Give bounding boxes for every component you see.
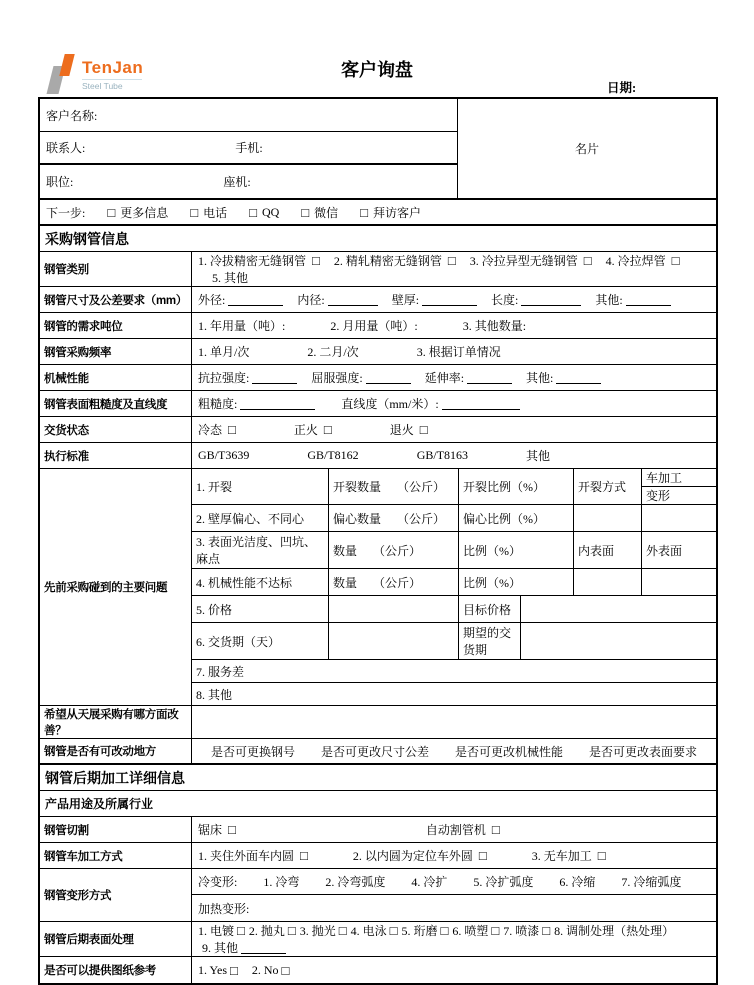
standard-items <box>192 443 716 468</box>
length-field: 长度: <box>491 291 581 308</box>
roughness-row <box>40 391 716 417</box>
blank-line[interactable] <box>521 293 581 306</box>
other-quantity-item: 3. 其他数量: <box>462 319 527 333</box>
target-price-cell: 目标价格 <box>458 596 520 622</box>
machining-label: 钢管车加工方式 <box>40 843 192 868</box>
blank-line[interactable] <box>422 293 477 306</box>
problem-qty-cell: 数量 （公斤） <box>328 532 458 568</box>
cutting-label: 钢管切割 <box>40 817 192 842</box>
empty-cell <box>641 505 716 531</box>
position-label: 职位: <box>46 175 74 189</box>
problem-ratio-cell: 比例（%） <box>458 532 573 568</box>
cold-expand-arc-item: 5. 冷扩弧度 <box>473 875 534 889</box>
changeable-items <box>192 739 716 763</box>
landline-label: 座机: <box>223 175 251 189</box>
polishing-option: 3. 抛光 □ <box>299 923 347 938</box>
fill-in-cell <box>520 623 716 659</box>
drawings-options <box>192 957 716 983</box>
shot-blasting-option: 2. 抛丸 □ <box>248 923 296 938</box>
customer-info-left <box>40 99 458 198</box>
cold-expand-item: 4. 冷扩 <box>411 875 448 889</box>
honing-option: 5. 珩磨 □ <box>401 923 449 938</box>
next-step-row <box>40 200 716 226</box>
inquiry-form-table <box>38 97 718 985</box>
tempering-item: 8. 调制处理（热处理） <box>554 924 675 938</box>
machined-sub-cell: 车加工 <box>642 469 716 487</box>
delivery-state-row <box>40 417 716 443</box>
problem-qty-cell: 数量 （公斤） <box>328 569 458 595</box>
checkbox-icon[interactable]: □ <box>190 204 199 220</box>
business-card-area <box>458 99 716 198</box>
plating-option: 1. 电镀 □ <box>198 923 245 938</box>
blank-line[interactable] <box>328 293 378 306</box>
checkbox-icon[interactable]: □ <box>491 923 500 938</box>
cold-shrink-arc-item: 7. 冷缩弧度 <box>621 875 682 889</box>
monthly-usage-item: 2. 月用量（吨）: <box>330 319 418 333</box>
tonnage-row <box>40 313 716 339</box>
checkbox-icon[interactable]: □ <box>228 822 236 837</box>
outer-diameter-field: 外径: <box>198 291 283 308</box>
mobile-label: 手机: <box>235 141 263 155</box>
previous-problems-rows <box>192 469 716 705</box>
surface-treatment-options <box>192 922 716 956</box>
cold-bend-item: 1. 冷弯 <box>263 875 300 889</box>
checkbox-icon[interactable]: □ <box>228 422 236 437</box>
deformation-content <box>192 869 716 921</box>
expected-delivery-cell: 期望的交货期 <box>458 623 520 659</box>
frequency-monthly: 1. 单月/次 <box>198 345 250 359</box>
checkbox-icon[interactable]: □ <box>419 422 428 437</box>
category-option-other: 5. 其他 <box>212 271 249 285</box>
customer-name-row <box>40 99 457 132</box>
problem-name-cell: 5. 价格 <box>196 602 233 617</box>
problem-name-cell: 4. 机械性能不达标 <box>196 575 293 590</box>
improvement-label: 希望从天展采购有哪方面改善？ <box>40 706 192 738</box>
fill-in-cell <box>520 596 716 622</box>
machining-options <box>192 843 716 868</box>
inner-surface-cell: 内表面 <box>573 532 641 568</box>
auto-cutter-option: 自动割管机 □ <box>425 822 500 837</box>
pipe-size-row <box>40 287 716 313</box>
checkbox-icon[interactable]: □ <box>542 923 551 938</box>
blank-line[interactable] <box>556 371 601 384</box>
roughness-field: 粗糙度: <box>198 395 315 412</box>
inner-diameter-field: 内径: <box>297 291 377 308</box>
tonnage-label: 钢管的需求吨位 <box>40 313 192 338</box>
checkbox-icon[interactable]: □ <box>312 253 320 268</box>
surface-treatment-label: 钢管后期表面处理 <box>40 922 192 956</box>
checkbox-icon[interactable]: □ <box>323 422 332 437</box>
improvement-fill-area <box>192 706 716 738</box>
change-mechanical-item: 是否可更改机械性能 <box>454 744 563 759</box>
business-card-label: 名片 <box>574 142 599 156</box>
next-step-option-visit: □ 拜访客户 <box>360 204 422 220</box>
position-row <box>40 165 457 198</box>
yield-strength-field: 屈服强度: <box>311 369 410 386</box>
checkbox-icon[interactable]: □ <box>107 204 116 220</box>
contact-row <box>40 132 457 165</box>
change-surface-item: 是否可更改表面要求 <box>588 744 697 759</box>
blank-line[interactable] <box>228 293 283 306</box>
mechanical-label: 机械性能 <box>40 365 192 390</box>
problem-qty-cell: 开裂数量 （公斤） <box>328 469 458 504</box>
pipe-category-label: 钢管类别 <box>40 252 192 286</box>
checkbox-icon[interactable]: □ <box>301 204 310 220</box>
standard-other: 其他 <box>526 449 551 463</box>
next-step-option-qq: □ QQ <box>249 204 280 220</box>
checkbox-icon[interactable]: □ <box>281 962 290 978</box>
size-other-field: 其他: <box>595 291 670 308</box>
deformed-sub-cell: 变形 <box>646 489 671 503</box>
delivery-state-options <box>192 417 716 442</box>
problem-row-other: 8. 其他 <box>196 687 233 702</box>
cold-bend-arc-item: 2. 冷弯弧度 <box>325 875 386 889</box>
standard-gbt8162: GB/T8162 <box>307 448 359 462</box>
checkbox-icon[interactable]: □ <box>287 923 296 938</box>
section-title-purchase-info: 采购钢管信息 <box>40 226 716 252</box>
problem-ratio-cell: 偏心比例（%） <box>458 505 573 531</box>
cutting-row <box>40 817 716 843</box>
locate-inner-option: 2. 以内圆为定位车外圆 □ <box>352 848 487 863</box>
blank-line[interactable] <box>626 293 671 306</box>
logo-text: TenJan <box>82 58 144 77</box>
checkbox-icon[interactable]: □ <box>597 848 606 863</box>
surface-treatment-row <box>40 922 716 957</box>
standard-label: 执行标准 <box>40 443 192 468</box>
customer-name-label: 客户名称: <box>46 108 98 123</box>
checkbox-icon[interactable]: □ <box>389 923 398 938</box>
pipe-size-fields <box>192 287 716 312</box>
painting-option: 7. 喷漆 □ <box>503 923 551 938</box>
cold-shrink-item: 6. 冷缩 <box>559 875 596 889</box>
problem-qty-cell: 偏心数量 （公斤） <box>328 505 458 531</box>
previous-problems-block <box>40 469 716 706</box>
checkbox-icon[interactable]: □ <box>478 848 487 863</box>
problem-row-mechanical <box>192 569 716 596</box>
drawings-label: 是否可以提供图纸参考 <box>40 957 192 983</box>
annealed-option: 退火 □ <box>389 422 428 437</box>
blank-line[interactable] <box>252 371 297 384</box>
section-title-processing-info: 钢管后期加工详细信息 <box>40 765 716 791</box>
problem-ratio-cell: 比例（%） <box>458 569 573 595</box>
electrophoresis-option: 4. 电泳 □ <box>350 923 398 938</box>
problem-name-cell: 1. 开裂 <box>196 480 233 494</box>
normalized-option: 正火 □ <box>293 422 332 437</box>
tonnage-items <box>192 313 716 338</box>
no-machining-option: 3. 无车加工 □ <box>531 848 606 863</box>
pipe-category-row <box>40 252 716 287</box>
changeable-row <box>40 739 716 765</box>
checkbox-icon[interactable]: □ <box>300 848 308 863</box>
clamp-outer-option: 1. 夹住外面车内圆 □ <box>198 848 308 863</box>
product-usage-row: 产品用途及所属行业 <box>40 791 716 817</box>
frequency-per-order: 3. 根据订单情况 <box>416 345 501 359</box>
heat-deform-label: 加热变形: <box>198 901 250 916</box>
mechanical-row <box>40 365 716 391</box>
checkbox-icon[interactable]: □ <box>249 204 257 220</box>
machining-row <box>40 843 716 869</box>
saw-option: 锯床 □ <box>198 822 236 837</box>
drawings-yes-option: 1. Yes □ <box>198 962 238 978</box>
problem-row-price <box>192 596 716 623</box>
changeable-label: 钢管是否有可改动地方 <box>40 739 192 763</box>
checkbox-icon[interactable]: □ <box>440 923 449 938</box>
wall-thickness-field: 壁厚: <box>392 291 477 308</box>
blank-line[interactable] <box>366 371 411 384</box>
elongation-field: 延伸率: <box>425 369 512 386</box>
roughness-fields <box>192 391 716 416</box>
cold-state-option: 冷态 □ <box>198 422 236 437</box>
annual-usage-item: 1. 年用量（吨）: <box>198 319 286 333</box>
checkbox-icon[interactable]: □ <box>237 923 245 938</box>
drawings-row <box>40 957 716 983</box>
crack-method-cell: 开裂方式 <box>573 469 641 504</box>
improvement-row <box>40 706 716 739</box>
category-option-1: 1. 冷拔精密无缝钢管 □ <box>198 253 320 268</box>
category-option-2: 2. 精轧精密无缝钢管 □ <box>333 253 456 268</box>
previous-problems-label: 先前采购碰到的主要问题 <box>40 469 192 705</box>
problem-row-delivery-time <box>192 623 716 660</box>
page-title: 客户询盘 <box>341 60 413 80</box>
empty-cell <box>328 623 458 659</box>
category-option-3: 3. 冷拉异型无缝钢管 □ <box>469 253 592 268</box>
checkbox-icon[interactable]: □ <box>360 204 369 220</box>
problem-row-eccentricity <box>192 505 716 532</box>
crack-method-sub-cell <box>641 469 716 504</box>
pipe-size-label: 钢管尺寸及公差要求（mm） <box>40 287 192 312</box>
deformation-label: 钢管变形方式 <box>40 869 192 921</box>
frequency-row <box>40 339 716 365</box>
customer-info-block <box>40 99 716 200</box>
straightness-field: 直线度（mm/米）: <box>341 395 519 412</box>
category-option-4: 4. 冷拉焊管 □ <box>605 253 680 268</box>
logo-subtext: Steel Tube <box>82 79 142 91</box>
date-label: 日期: <box>607 81 637 95</box>
powder-coating-option: 6. 喷塑 □ <box>452 923 500 938</box>
surface-other-item: 9. 其他 <box>202 939 286 956</box>
frequency-label: 钢管采购频率 <box>40 339 192 364</box>
blank-line[interactable] <box>442 397 520 410</box>
empty-cell <box>573 569 641 595</box>
roughness-label: 钢管表面粗糙度及直线度 <box>40 391 192 416</box>
cutting-options <box>192 817 716 842</box>
drawings-no-option: 2. No □ <box>251 962 290 978</box>
next-step-label: 下一步: <box>46 205 86 220</box>
empty-cell <box>641 569 716 595</box>
checkbox-icon[interactable]: □ <box>230 962 238 978</box>
change-tolerance-item: 是否可更改尺寸公差 <box>320 744 429 759</box>
empty-cell <box>573 505 641 531</box>
problem-row-cracking <box>192 469 716 505</box>
mechanical-fields <box>192 365 716 390</box>
next-step-option-phone: □ 电话 <box>190 204 228 220</box>
problem-name-cell: 2. 壁厚偏心、不同心 <box>196 511 305 526</box>
next-step-option-more-info: □ 更多信息 <box>107 204 169 220</box>
problem-name-cell: 6. 交货期（天） <box>196 634 281 649</box>
standard-gbt8163: GB/T8163 <box>416 448 469 462</box>
mechanical-other-field: 其他: <box>526 369 601 386</box>
cold-deform-label: 冷变形: <box>198 875 238 889</box>
pipe-category-options <box>192 252 716 286</box>
standard-row <box>40 443 716 469</box>
problem-name-cell: 3. 表面光洁度、凹坑、麻点 <box>196 535 317 566</box>
problem-row-poor-service: 7. 服务差 <box>192 660 716 683</box>
change-steel-grade-item: 是否可更换钢号 <box>210 744 295 759</box>
heat-deformation-line <box>192 895 716 921</box>
cold-deformation-line <box>192 869 716 895</box>
deformation-row <box>40 869 716 922</box>
problem-row-surface-finish <box>192 532 716 569</box>
checkbox-icon[interactable]: □ <box>491 822 500 837</box>
standard-gbt3639: GB/T3639 <box>198 448 250 462</box>
empty-cell <box>328 596 458 622</box>
checkbox-icon[interactable]: □ <box>671 253 680 268</box>
blank-line[interactable] <box>467 371 512 384</box>
frequency-items <box>192 339 716 364</box>
outer-surface-cell: 外表面 <box>641 532 716 568</box>
checkbox-icon[interactable]: □ <box>583 253 592 268</box>
next-step-option-wechat: □ 微信 <box>301 204 339 220</box>
frequency-bimonthly: 2. 二月/次 <box>307 345 359 359</box>
blank-line[interactable] <box>240 397 315 410</box>
delivery-state-label: 交货状态 <box>40 417 192 442</box>
checkbox-icon[interactable]: □ <box>338 923 347 938</box>
problem-ratio-cell: 开裂比例（%） <box>458 469 573 504</box>
blank-line[interactable] <box>241 941 286 954</box>
contact-label: 联系人: <box>46 141 86 155</box>
checkbox-icon[interactable]: □ <box>447 253 456 268</box>
tensile-strength-field: 抗拉强度: <box>198 369 297 386</box>
